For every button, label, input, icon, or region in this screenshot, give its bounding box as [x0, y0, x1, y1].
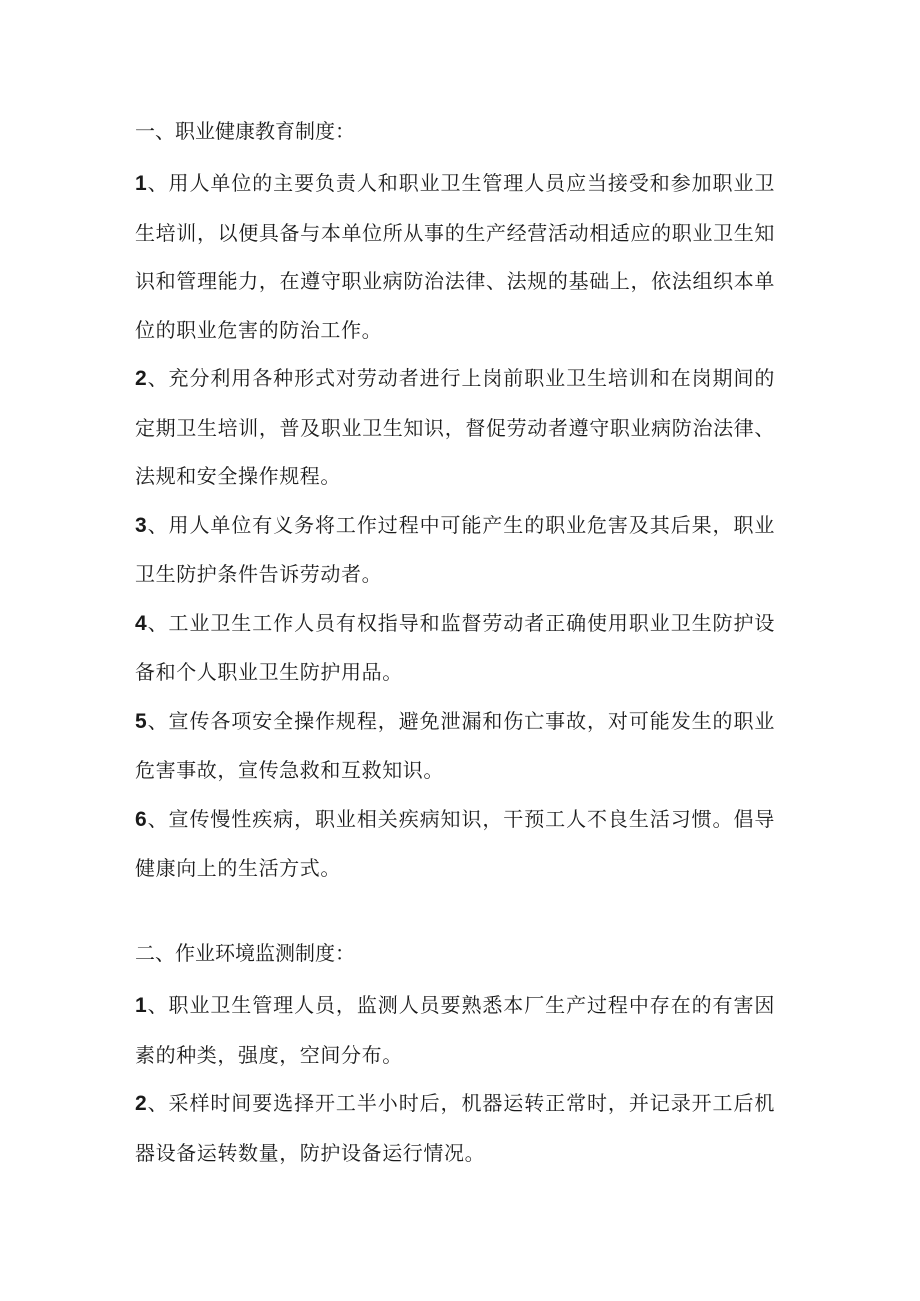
item-number: 1: [135, 994, 148, 1017]
list-item: [135, 159, 775, 354]
item-text: 、职业卫生管理人员，监测人员要熟悉本厂生产过程中存在的有害因素的种类，强度，空间分布。: [135, 993, 775, 1067]
item-number: 2: [135, 367, 148, 390]
list-item: [135, 599, 775, 697]
item-text: 、宣传各项安全操作规程，避免泄漏和伤亡事故，对可能发生的职业危害事故，宣传急救和互救知识。: [135, 708, 775, 782]
item-text: 、宣传慢性疾病，职业相关疾病知识，干预工人不良生活习惯。倡导健康向上的生活方式。: [135, 806, 775, 880]
item-number: 6: [135, 807, 148, 831]
list-item: [135, 795, 775, 893]
list-item: [135, 981, 775, 1079]
list-item: [135, 501, 775, 599]
item-text: 、充分利用各种形式对劳动者进行上岗前职业卫生培训和在岗期间的定期卫生培训，普及职业卫生知识，督促劳动者遵守职业病防治法律、法规和安全操作规程。: [135, 366, 775, 488]
item-number: 3: [135, 513, 148, 537]
section-work-environment-monitoring: [135, 935, 775, 1177]
list-item: [135, 354, 775, 501]
section-heading: 二、作业环境监测制度：: [135, 941, 355, 965]
item-text: 、用人单位的主要负责人和职业卫生管理人员应当接受和参加职业卫生培训，以便具备与本单位所从事的生产经营活动相适应的职业卫生知识和管理能力，在遵守职业病防治法律、法规的基础上，依法组织本单位的职业危害的防治工作。: [135, 171, 775, 342]
list-item: [135, 1079, 775, 1177]
item-number: 1: [135, 172, 148, 195]
item-number: 5: [135, 709, 148, 733]
item-number: 4: [135, 611, 148, 635]
section-heading: 一、职业健康教育制度：: [135, 119, 355, 143]
item-text: 、用人单位有义务将工作过程中可能产生的职业危害及其后果，职业卫生防护条件告诉劳动者。: [135, 512, 775, 586]
item-number: 2: [135, 1092, 148, 1115]
section-occupational-health-education: [135, 113, 775, 893]
item-text: 、采样时间要选择开工半小时后，机器运转正常时，并记录开工后机器设备运转数量，防护设备运行情况。: [135, 1091, 775, 1165]
list-item: [135, 697, 775, 795]
item-text: 、工业卫生工作人员有权指导和监督劳动者正确使用职业卫生防护设备和个人职业卫生防护用品。: [135, 610, 775, 684]
